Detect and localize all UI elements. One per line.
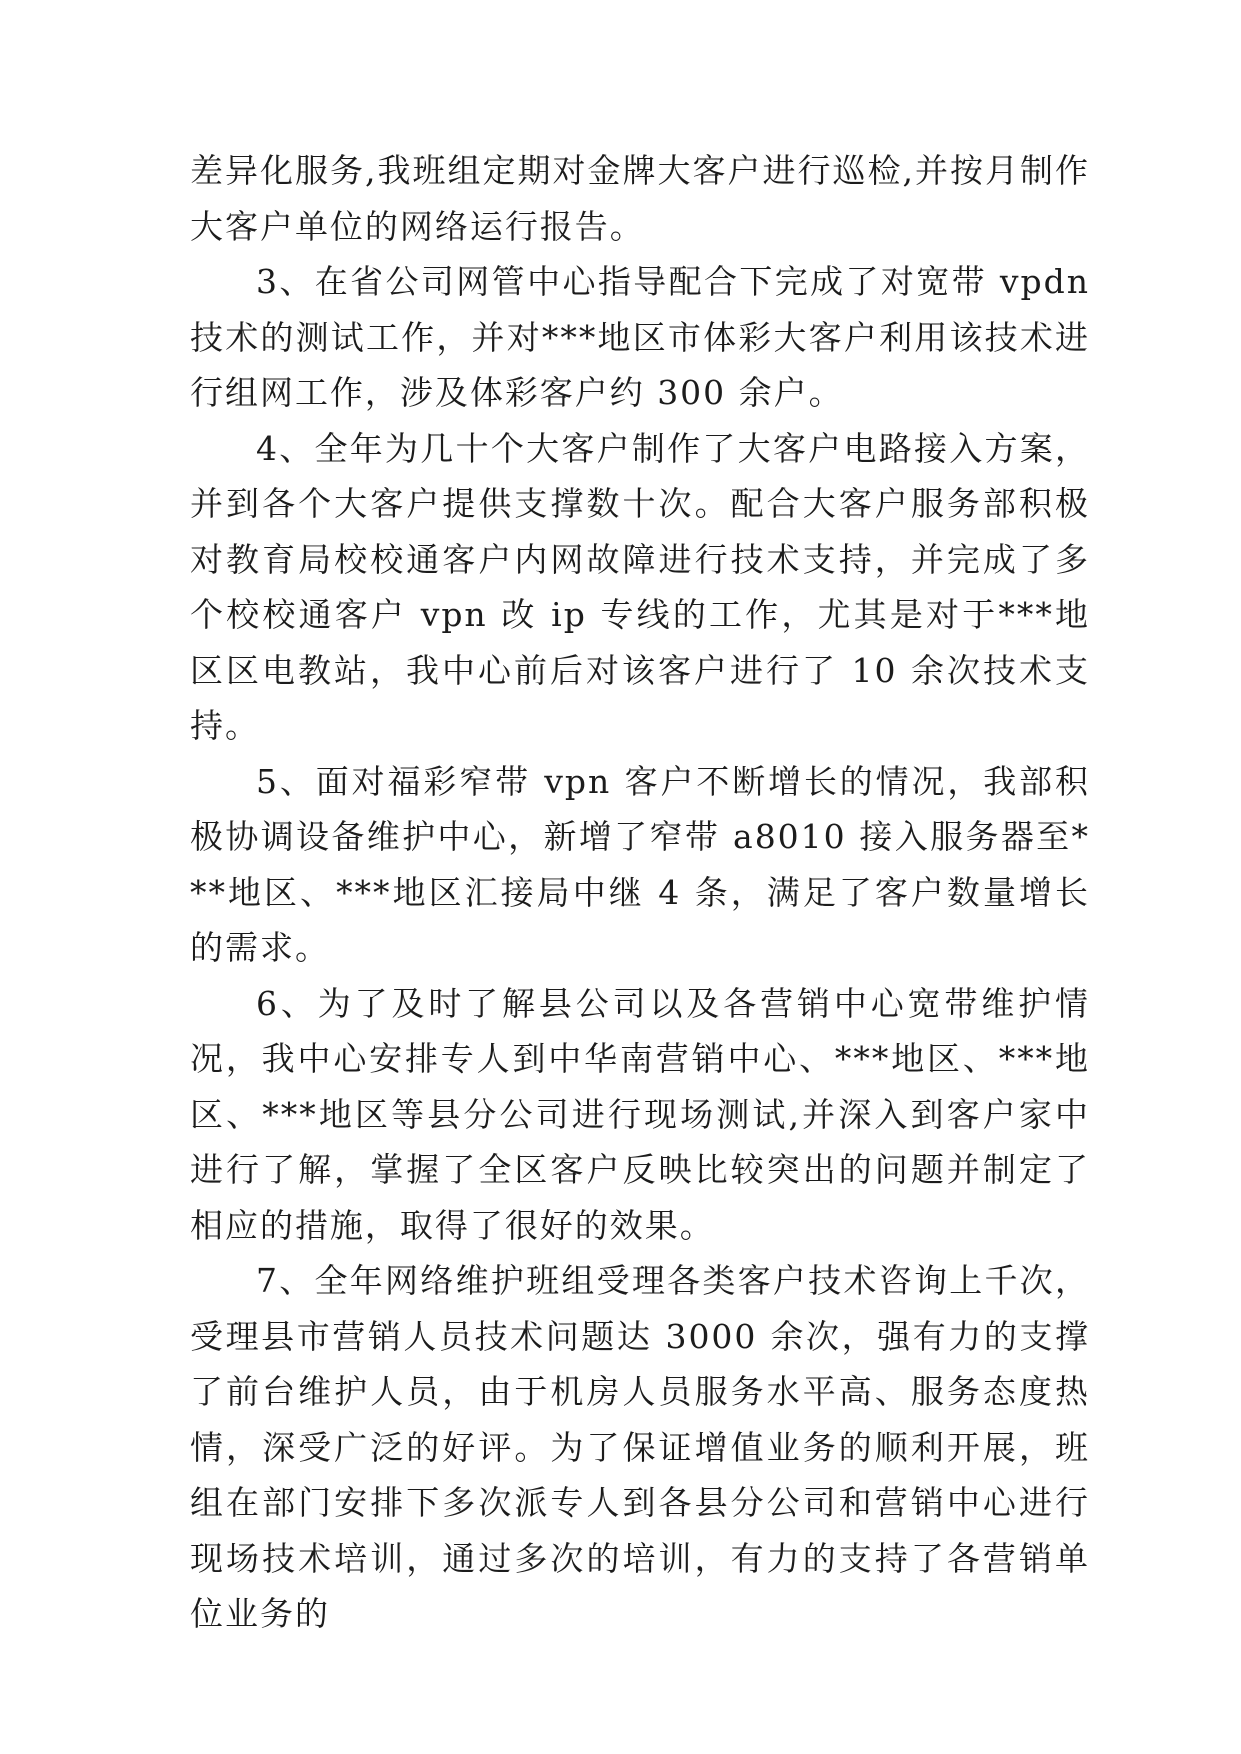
document-body (190, 143, 1090, 1642)
paragraph-item-3: 3、在省公司网管中心指导配合下完成了对宽带 vpdn 技术的测试工作，并对***地区市体彩大客户利用该技术进行组网工作，涉及体彩客户约 300 余户。 (190, 262, 1090, 412)
paragraph-item-5: 5、面对福彩窄带 vpn 客户不断增长的情况，我部积极协调设备维护中心，新增了窄带 a8010 接入服务器至***地区、***地区汇接局中继 4 条，满足了客户数量增长的需求。 (190, 761, 1090, 967)
paragraph-continuation: 差异化服务,我班组定期对金牌大客户进行巡检,并按月制作大客户单位的网络运行报告。 (190, 151, 1090, 246)
paragraph-item-7: 7、全年网络维护班组受理各类客户技术咨询上千次，受理县市营销人员技术问题达 3000 余次，强有力的支撑了前台维护人员，由于机房人员服务水平高、服务态度热情，深受广泛的好评。为了保证增值业务的顺利开展，班组在部门安排下多次派专人到各县分公司和营销中心进行现场技术培训，通过多次的培训，有力的支持了各营销单位业务的 (190, 1261, 1090, 1633)
paragraph-item-4: 4、全年为几十个大客户制作了大客户电路接入方案，并到各个大客户提供支撑数十次。配合大客户服务部积极对教育局校校通客户内网故障进行技术支持，并完成了多个校校通客户 vpn 改 ip 专线的工作，尤其是对于***地区区电教站，我中心前后对该客户进行了 10 余次技术支持。 (190, 428, 1090, 745)
paragraph-item-6: 6、为了及时了解县公司以及各营销中心宽带维护情况，我中心安排专人到中华南营销中心、***地区、***地区、***地区等县分公司进行现场测试,并深入到客户家中进行了解，掌握了全区客户反映比较突出的问题并制定了相应的措施，取得了很好的效果。 (190, 983, 1090, 1245)
